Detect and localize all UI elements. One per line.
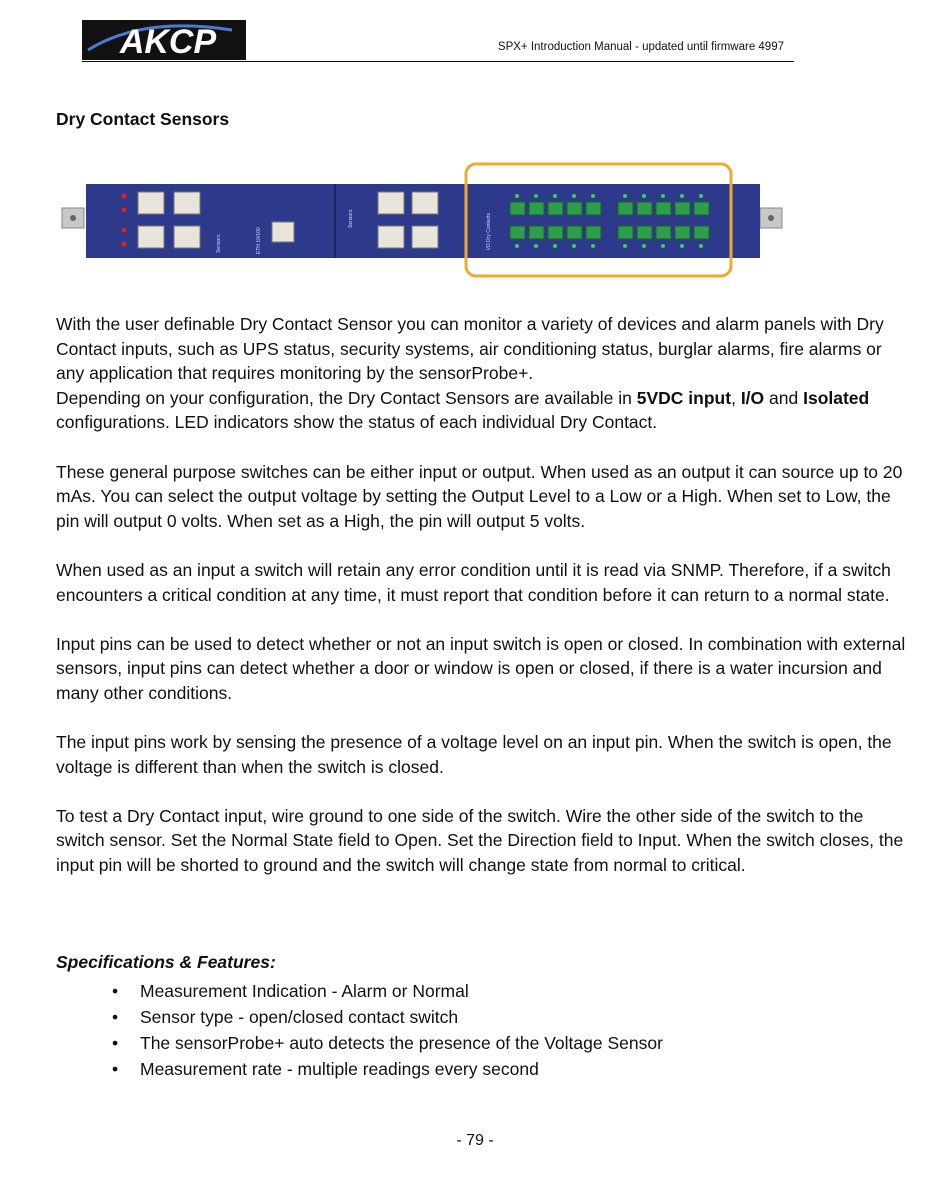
akcp-logo	[82, 20, 246, 60]
paragraph-configurations: Depending on your configuration, the Dry Contact Sensors are available in 5VDC input, I/O and Isolated configurations. LED indicators show the status of each individual Dry Contact.	[56, 387, 870, 433]
body-text	[56, 312, 906, 902]
header-divider	[82, 61, 794, 62]
list-item: • Sensor type - open/closed contact switch	[112, 1004, 663, 1030]
section-heading: Dry Contact Sensors	[56, 109, 230, 129]
sensors-right-label: Sensors	[348, 209, 354, 228]
paragraph-outputs: These general purpose switches can be either input or output. When used as an output it can source up to 20 mAs. You can select the output voltage by setting the Output Level to a Low or a High. When set to Low, the pin will output 0 volts. When set as a High, the pin will output 5 volts.	[56, 461, 903, 531]
paragraph-intro: With the user definable Dry Contact Sensor you can monitor a variety of devices and alarm panels with Dry Contact inputs, such as UPS status, security systems, air conditioning status, burglar alarms, fire alarms or any application that requires monitoring by the sensorProbe+.	[56, 314, 884, 384]
device-photo	[60, 158, 785, 283]
specs-heading: Specifications & Features:	[56, 952, 276, 972]
config-5vdc: 5VDC input	[636, 387, 732, 408]
list-item: • Measurement Indication - Alarm or Normal	[112, 978, 663, 1004]
ethernet-port	[272, 222, 294, 242]
paragraph-voltage-sensing: The input pins work by sensing the presence of a voltage level on an input pin. When the switch is open, the voltage is different than when the switch is closed.	[56, 732, 892, 777]
paragraph-testing: To test a Dry Contact input, wire ground to one side of the switch. Wire the other side of the switch to the switch sensor. Set the Normal State field to Open. Set the Direction field to Input. When the switch closes, the input pin will be shorted to ground and the switch will change state from normal to critical.	[56, 805, 904, 876]
config-isolated: Isolated	[803, 387, 870, 408]
paragraph-input-pins: Input pins can be used to detect whether or not an input switch is open or closed. In combination with external sensors, input pins can detect whether a door or window is open or closed, if there is a water incursion and many other conditions.	[56, 633, 906, 703]
config-io: I/O	[740, 387, 765, 408]
specs-list	[112, 978, 663, 1082]
eth-label: ETH 10/100	[256, 227, 262, 254]
paragraph-inputs: When used as an input a switch will retain any error condition until it is read via SNMP. Therefore, if a switch encounters a critical condition at any time, it must report that condition before it can return to a normal state.	[56, 559, 891, 605]
sensors-left-label: Sensors	[216, 234, 222, 253]
svg-text:AKCP: AKCP	[119, 23, 217, 60]
list-item: • Measurement rate - multiple readings every second	[112, 1056, 663, 1082]
list-item: • The sensorProbe+ auto detects the presence of the Voltage Sensor	[112, 1030, 663, 1056]
page-header	[82, 18, 794, 62]
page-number: - 79 -	[456, 1132, 494, 1149]
header-title: SPX+ Introduction Manual - updated until firmware 4997	[497, 41, 784, 53]
io-module-label: I/O Dry Contacts	[486, 213, 492, 250]
